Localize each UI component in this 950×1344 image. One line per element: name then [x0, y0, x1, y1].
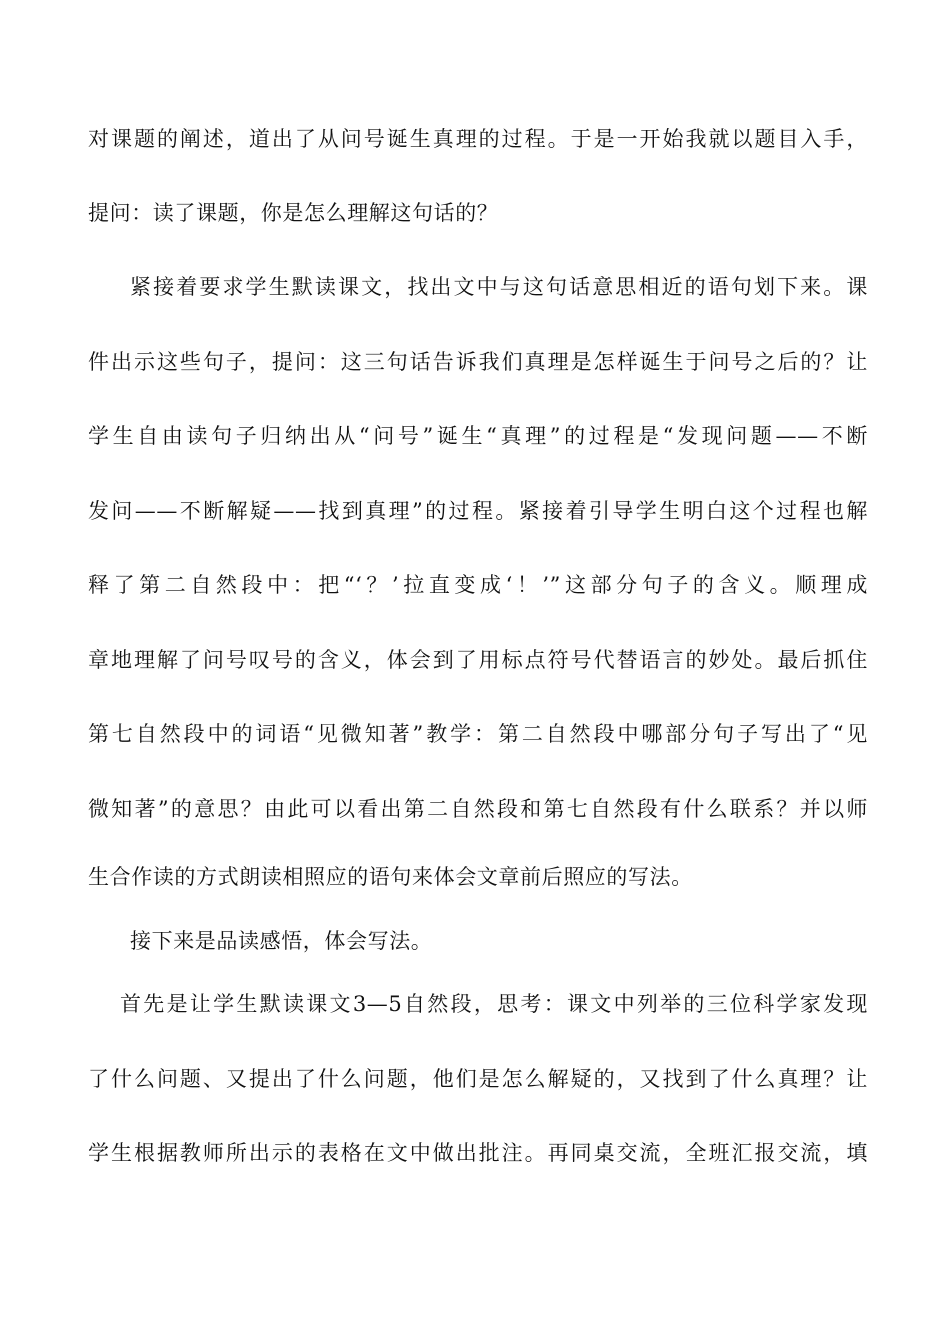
text-line-14: 了什么问题、又提出了什么问题，他们是怎么解疑的，又找到了什么真理？让 — [88, 1067, 868, 1091]
text-line-1: 对课题的阐述，道出了从问号诞生真理的过程。于是一开始我就以题目入手， — [88, 127, 868, 151]
text-line-7: 释了第二自然段中：把“‘？’拉直变成‘！’”这部分句子的含义。顺理成 — [88, 573, 868, 597]
text-line-15: 学生根据教师所出示的表格在文中做出批注。再同桌交流，全班汇报交流，填 — [88, 1141, 868, 1165]
text-line-10: 微知著”的意思？由此可以看出第二自然段和第七自然段有什么联系？并以师 — [88, 797, 868, 821]
text-line-12: 接下来是品读感悟，体会写法。 — [130, 929, 433, 953]
text-line-4: 件出示这些句子，提问：这三句话告诉我们真理是怎样诞生于问号之后的？让 — [88, 350, 868, 374]
text-line-9: 第七自然段中的词语“见微知著”教学：第二自然段中哪部分句子写出了“见 — [88, 722, 868, 746]
text-line-2: 提问：读了课题，你是怎么理解这句话的？ — [88, 201, 499, 225]
text-line-6: 发问——不断解疑——找到真理”的过程。紧接着引导学生明白这个过程也解 — [88, 499, 868, 523]
text-line-11: 生合作读的方式朗读相照应的语句来体会文章前后照应的写法。 — [88, 865, 693, 889]
text-line-8: 章地理解了问号叹号的含义，体会到了用标点符号代替语言的妙处。最后抓住 — [88, 648, 868, 672]
text-line-13: 首先是让学生默读课文3—5自然段，思考：课文中列举的三位科学家发现 — [120, 992, 868, 1016]
text-line-3: 紧接着要求学生默读课文，找出文中与这句话意思相近的语句划下来。课 — [130, 275, 868, 299]
text-line-5: 学生自由读句子归纳出从“问号”诞生“真理”的过程是“发现问题——不断 — [88, 424, 868, 448]
